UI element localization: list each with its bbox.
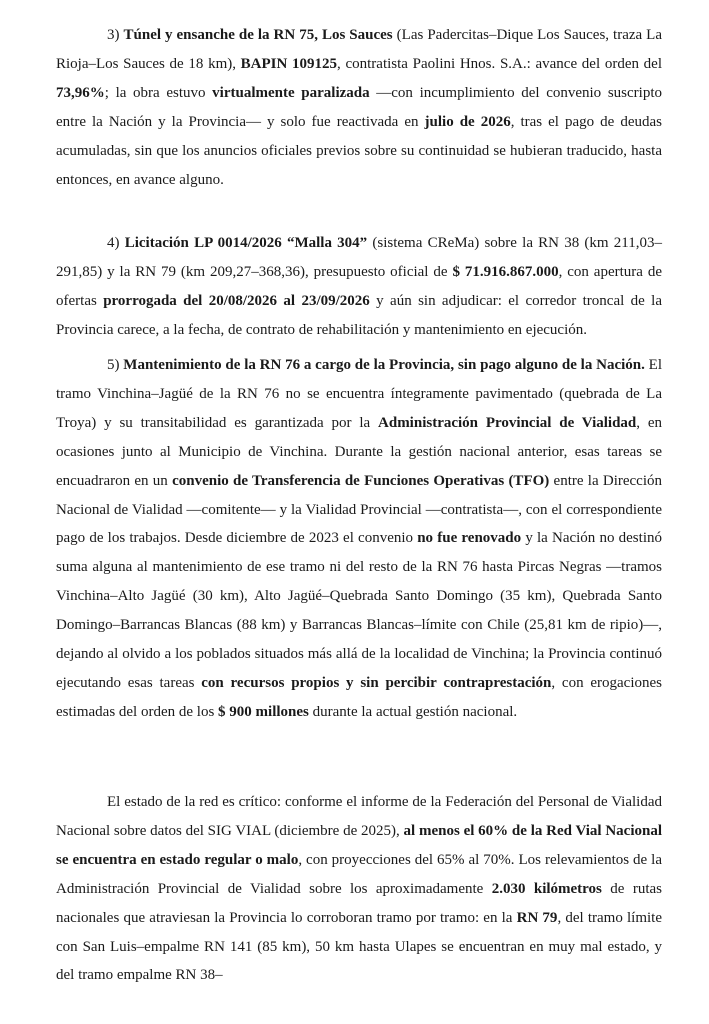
- bold-text-run: Túnel y ensanche de la RN 75, Los Sauces: [123, 27, 393, 43]
- bold-text-run: al menos el 60% de la Red Vial Nacional se encuentra en estado regular o malo: [56, 822, 662, 868]
- paragraph-item-5: [56, 351, 662, 727]
- text-run: de rutas nacionales que atraviesan la Provincia lo corroboran tramo por tramo: en la: [56, 880, 662, 926]
- bold-text-run: RN 79: [516, 909, 558, 926]
- text-run: entre la Dirección Nacional de Vialidad —comitente— y la Vialidad Provincial —contratista—, con el correspondiente pago de los trabajos. Desde diciembre de 2023 el convenio: [56, 472, 662, 547]
- bold-text-run: prorrogada del 20/08/2026 al 23/09/2026: [103, 292, 370, 309]
- text-run: 4): [107, 235, 125, 251]
- bold-text-run: convenio de Transferencia de Funciones Operativas (TFO): [172, 472, 550, 489]
- bold-text-run: con recursos propios y sin percibir contraprestación: [201, 674, 552, 691]
- text-run: y la Nación no destinó suma alguna al mantenimiento de ese tramo ni del resto de la RN 76 hasta Pircas Negras —tramos Vinchina–Alto Jagüé (30 km), Alto Jagüé–Quebrada Santo Domingo (35 km), Quebrada Santo Domingo–Barrancas Blancas (88 km) y Barrancas Blancas–límite con Chile (25,81 km de ripio)—, dejando al olvido a los poblados situados más allá de la localidad de Vinchina; la Provincia continuó ejecutando esas tareas: [56, 530, 662, 691]
- bold-text-run: 2.030 kilómetros: [491, 880, 602, 897]
- text-run: , con apertura de ofertas: [56, 263, 662, 309]
- text-run: , en ocasiones junto al Municipio de Vinchina. Durante la gestión nacional anterior, esas tareas se encuadraron en un: [56, 414, 663, 489]
- text-run: —con incumplimiento del convenio suscripto entre la Nación y la Provincia— y solo fue reactivada en: [56, 84, 662, 130]
- text-run: ; la obra estuvo: [104, 84, 213, 101]
- bold-text-run: BAPIN 109125: [240, 55, 338, 72]
- bold-text-run: no fue renovado: [417, 530, 522, 547]
- text-run: , contratista Paolini Hnos. S.A.: avance del orden del: [337, 55, 662, 72]
- text-run: durante la actual gestión nacional.: [308, 703, 518, 720]
- text-run: 5): [107, 357, 124, 373]
- text-run: , con erogaciones estimadas del orden de los: [56, 674, 662, 720]
- bold-text-run: Administración Provincial de Vialidad: [378, 414, 637, 431]
- text-run: , del tramo límite con San Luis–empalme RN 141 (85 km), 50 km hasta Ulapes se encuentran en muy mal estado, y del tramo empalme RN 38–: [56, 909, 662, 984]
- bold-text-run: $ 71.916.867.000: [452, 263, 559, 280]
- bold-text-run: $ 900 millones: [218, 703, 309, 720]
- bold-text-run: virtualmente paralizada: [212, 84, 370, 101]
- text-run: y aún sin adjudicar: el corredor troncal de la Provincia carece, a la fecha, de contrato de rehabilitación y mantenimiento en ejecución.: [56, 292, 663, 338]
- bold-text-run: 73,96%: [56, 84, 105, 101]
- text-run: El estado de la red es crítico: conforme el informe de la Federación del Personal de Vialidad Nacional sobre datos del SIG VIAL (diciembre de 2025),: [56, 794, 662, 839]
- bold-text-run: Licitación LP 0014/2026 “Malla 304”: [124, 235, 368, 251]
- paragraph-red-vial: [56, 788, 662, 990]
- text-run: El tramo Vinchina–Jagüé de la RN 76 no se encuentra íntegramente pavimentado (quebrada de La Troya) y su transitabilidad es garantizada por la: [56, 357, 662, 431]
- text-run: (Las Padercitas–Dique Los Sauces, traza La Rioja–Los Sauces de 18 km),: [56, 27, 662, 72]
- bold-text-run: julio de 2026: [424, 113, 511, 130]
- text-run: (sistema CReMa) sobre la RN 38 (km 211,03–291,85) y la RN 79 (km 209,27–368,36), presupuesto oficial de: [56, 235, 662, 280]
- text-run: 3): [107, 27, 124, 43]
- paragraph-item-4: [56, 229, 662, 345]
- text-run: , tras el pago de deudas acumuladas, sin que los anuncios oficiales previos sobre su continuidad se hubieran traducido, hasta entonces, en avance alguno.: [56, 113, 662, 188]
- paragraph-item-3: [56, 21, 662, 194]
- bold-text-run: Mantenimiento de la RN 76 a cargo de la Provincia, sin pago alguno de la Nación.: [123, 357, 645, 373]
- text-run: , con proyecciones del 65% al 70%. Los relevamientos de la Administración Provincial de Vialidad sobre los aproximadamente: [56, 851, 662, 897]
